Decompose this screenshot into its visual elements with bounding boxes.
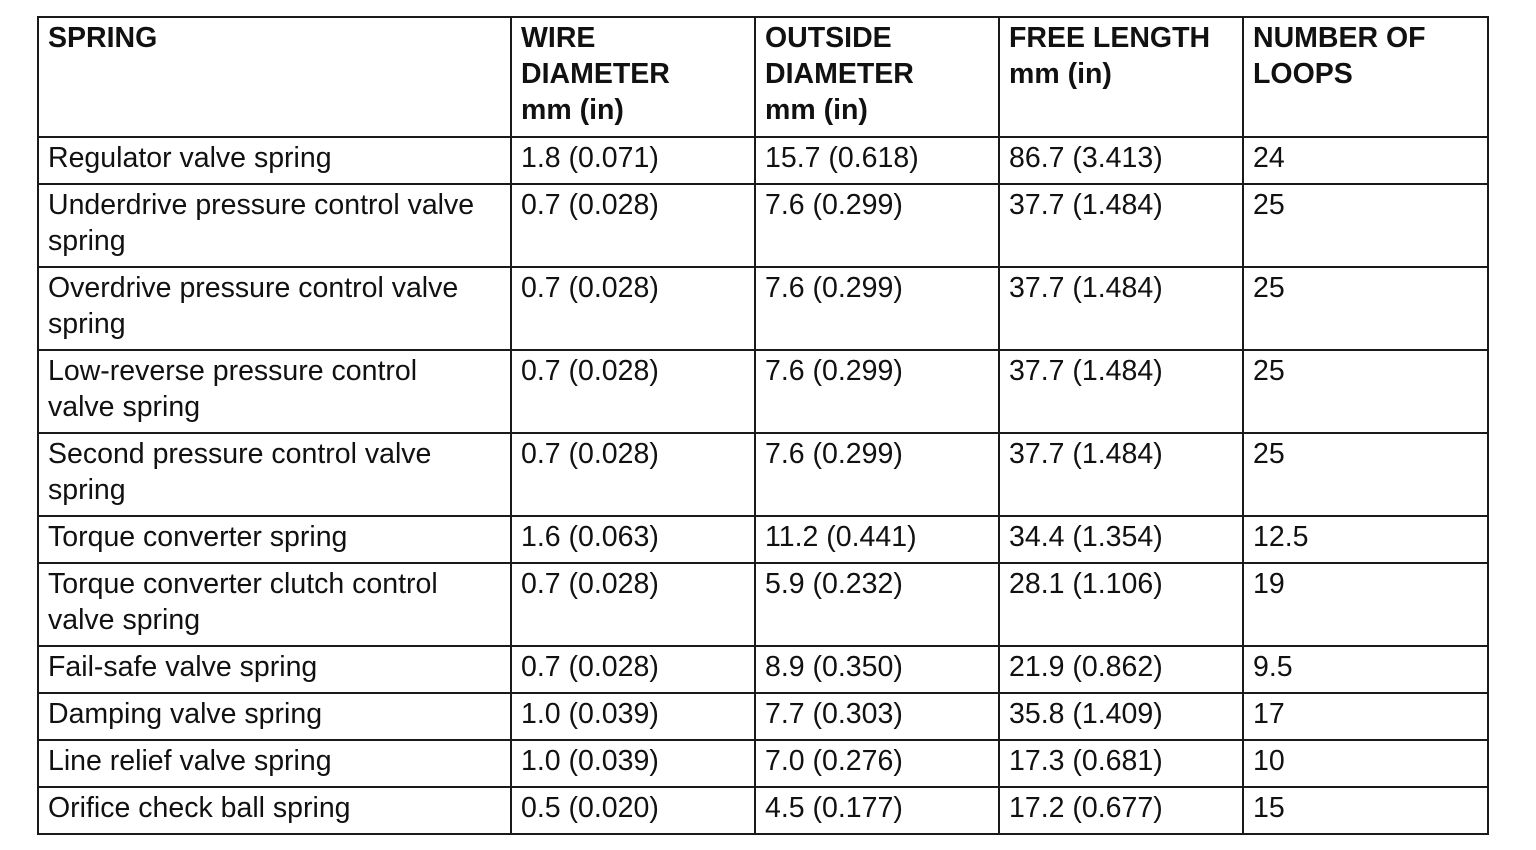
cell-wire-diameter [511, 267, 755, 350]
cell-text: 11.2 (0.441) [765, 521, 917, 553]
column-header-text: mm (in) [765, 94, 868, 126]
cell-text: Orifice check ball spring [48, 792, 351, 824]
cell-text: 15.7 (0.618) [765, 142, 919, 174]
cell-number-of-loops [1243, 740, 1488, 787]
table-header [38, 17, 1488, 137]
cell-outside-diameter [755, 740, 999, 787]
cell-outside-diameter [755, 516, 999, 563]
cell-wire-diameter [511, 787, 755, 834]
column-header-text: mm (in) [1009, 58, 1112, 90]
cell-text: valve spring [48, 604, 201, 636]
cell-number-of-loops [1243, 693, 1488, 740]
cell-text: 1.8 (0.071) [521, 142, 659, 174]
column-header-text: DIAMETER [765, 58, 914, 90]
column-header-text: DIAMETER [521, 58, 670, 90]
cell-text: 37.7 (1.484) [1009, 189, 1163, 221]
cell-text: 9.5 [1253, 651, 1293, 683]
cell-text: 37.7 (1.484) [1009, 272, 1163, 304]
cell-text: 0.7 (0.028) [521, 438, 659, 470]
cell-text: 35.8 (1.409) [1009, 698, 1163, 730]
table-row [38, 646, 1488, 693]
cell-text: 1.0 (0.039) [521, 745, 659, 777]
cell-text: Damping valve spring [48, 698, 323, 730]
column-header-text: mm (in) [521, 94, 624, 126]
table-row [38, 137, 1488, 184]
cell-free-length [999, 646, 1243, 693]
cell-outside-diameter [755, 563, 999, 646]
cell-text: 0.7 (0.028) [521, 189, 659, 221]
column-header-text: NUMBER OF [1253, 22, 1426, 54]
column-header-text: WIRE [521, 22, 596, 54]
cell-text: spring [48, 308, 126, 340]
table-row [38, 184, 1488, 267]
cell-number-of-loops [1243, 516, 1488, 563]
cell-text: Second pressure control valve [48, 438, 432, 470]
cell-text: Overdrive pressure control valve [48, 272, 459, 304]
cell-spring [38, 693, 511, 740]
cell-outside-diameter [755, 350, 999, 433]
spring-specifications-table [37, 16, 1489, 835]
cell-text: 8.9 (0.350) [765, 651, 903, 683]
cell-text: 25 [1253, 189, 1285, 221]
cell-number-of-loops [1243, 646, 1488, 693]
cell-text: 0.7 (0.028) [521, 568, 659, 600]
table-row [38, 433, 1488, 516]
cell-text: 7.6 (0.299) [765, 272, 903, 304]
cell-text: Regulator valve spring [48, 142, 332, 174]
cell-wire-diameter [511, 646, 755, 693]
cell-spring [38, 740, 511, 787]
cell-outside-diameter [755, 787, 999, 834]
cell-outside-diameter [755, 646, 999, 693]
cell-text: 1.0 (0.039) [521, 698, 659, 730]
cell-free-length [999, 693, 1243, 740]
cell-text: 25 [1253, 355, 1285, 387]
cell-text: 25 [1253, 438, 1285, 470]
cell-wire-diameter [511, 184, 755, 267]
column-header-text: FREE LENGTH [1009, 22, 1211, 54]
cell-text: 37.7 (1.484) [1009, 438, 1163, 470]
cell-number-of-loops [1243, 267, 1488, 350]
table-row [38, 740, 1488, 787]
cell-free-length [999, 433, 1243, 516]
cell-text: 37.7 (1.484) [1009, 355, 1163, 387]
cell-text: 12.5 [1253, 521, 1309, 553]
cell-spring [38, 563, 511, 646]
cell-number-of-loops [1243, 350, 1488, 433]
cell-number-of-loops [1243, 184, 1488, 267]
column-header-text: LOOPS [1253, 58, 1353, 90]
cell-wire-diameter [511, 350, 755, 433]
cell-text: 7.6 (0.299) [765, 189, 903, 221]
column-header-free-length [999, 17, 1243, 137]
cell-number-of-loops [1243, 563, 1488, 646]
cell-text: 5.9 (0.232) [765, 568, 903, 600]
cell-wire-diameter [511, 516, 755, 563]
cell-text: 0.7 (0.028) [521, 355, 659, 387]
cell-wire-diameter [511, 137, 755, 184]
cell-free-length [999, 516, 1243, 563]
cell-wire-diameter [511, 740, 755, 787]
table-row [38, 516, 1488, 563]
cell-free-length [999, 740, 1243, 787]
cell-text: 7.0 (0.276) [765, 745, 903, 777]
cell-spring [38, 184, 511, 267]
table-row [38, 563, 1488, 646]
cell-outside-diameter [755, 267, 999, 350]
column-header-outside-diameter [755, 17, 999, 137]
column-header-wire-diameter [511, 17, 755, 137]
cell-number-of-loops [1243, 137, 1488, 184]
cell-text: 17 [1253, 698, 1285, 730]
cell-text: 0.7 (0.028) [521, 272, 659, 304]
cell-free-length [999, 787, 1243, 834]
cell-text: 24 [1253, 142, 1285, 174]
cell-spring [38, 516, 511, 563]
cell-free-length [999, 184, 1243, 267]
cell-text: Fail-safe valve spring [48, 651, 318, 683]
cell-text: 86.7 (3.413) [1009, 142, 1163, 174]
cell-free-length [999, 137, 1243, 184]
cell-text: 15 [1253, 792, 1285, 824]
header-row [38, 17, 1488, 137]
cell-text: 7.7 (0.303) [765, 698, 903, 730]
cell-spring [38, 787, 511, 834]
cell-text: spring [48, 225, 126, 257]
cell-text: 1.6 (0.063) [521, 521, 659, 553]
cell-text: Torque converter clutch control [48, 568, 438, 600]
cell-text: 7.6 (0.299) [765, 438, 903, 470]
cell-free-length [999, 350, 1243, 433]
cell-text: 34.4 (1.354) [1009, 521, 1163, 553]
cell-number-of-loops [1243, 787, 1488, 834]
column-header-spring [38, 17, 511, 137]
cell-text: 28.1 (1.106) [1009, 568, 1163, 600]
cell-text: Line relief valve spring [48, 745, 332, 777]
cell-outside-diameter [755, 433, 999, 516]
cell-number-of-loops [1243, 433, 1488, 516]
cell-text: 10 [1253, 745, 1285, 777]
cell-wire-diameter [511, 563, 755, 646]
column-header-text: OUTSIDE [765, 22, 892, 54]
cell-text: Underdrive pressure control valve [48, 189, 475, 221]
cell-spring [38, 646, 511, 693]
cell-outside-diameter [755, 137, 999, 184]
column-header-text: SPRING [48, 22, 158, 54]
cell-text: 0.5 (0.020) [521, 792, 659, 824]
cell-free-length [999, 563, 1243, 646]
cell-free-length [999, 267, 1243, 350]
cell-text: 25 [1253, 272, 1285, 304]
cell-text: 17.2 (0.677) [1009, 792, 1163, 824]
cell-spring [38, 350, 511, 433]
cell-text: 0.7 (0.028) [521, 651, 659, 683]
cell-text: valve spring [48, 391, 201, 423]
cell-text: 21.9 (0.862) [1009, 651, 1163, 683]
cell-outside-diameter [755, 693, 999, 740]
table-row [38, 350, 1488, 433]
cell-text: spring [48, 474, 126, 506]
cell-text: Torque converter spring [48, 521, 348, 553]
table-row [38, 787, 1488, 834]
column-header-number-of-loops [1243, 17, 1488, 137]
cell-outside-diameter [755, 184, 999, 267]
cell-spring [38, 267, 511, 350]
cell-wire-diameter [511, 693, 755, 740]
cell-text: 19 [1253, 568, 1285, 600]
cell-wire-diameter [511, 433, 755, 516]
table-row [38, 267, 1488, 350]
cell-spring [38, 137, 511, 184]
cell-text: Low-reverse pressure control [48, 355, 418, 387]
table-body [38, 137, 1488, 834]
table-row [38, 693, 1488, 740]
cell-text: 4.5 (0.177) [765, 792, 903, 824]
cell-text: 17.3 (0.681) [1009, 745, 1163, 777]
cell-text: 7.6 (0.299) [765, 355, 903, 387]
cell-spring [38, 433, 511, 516]
